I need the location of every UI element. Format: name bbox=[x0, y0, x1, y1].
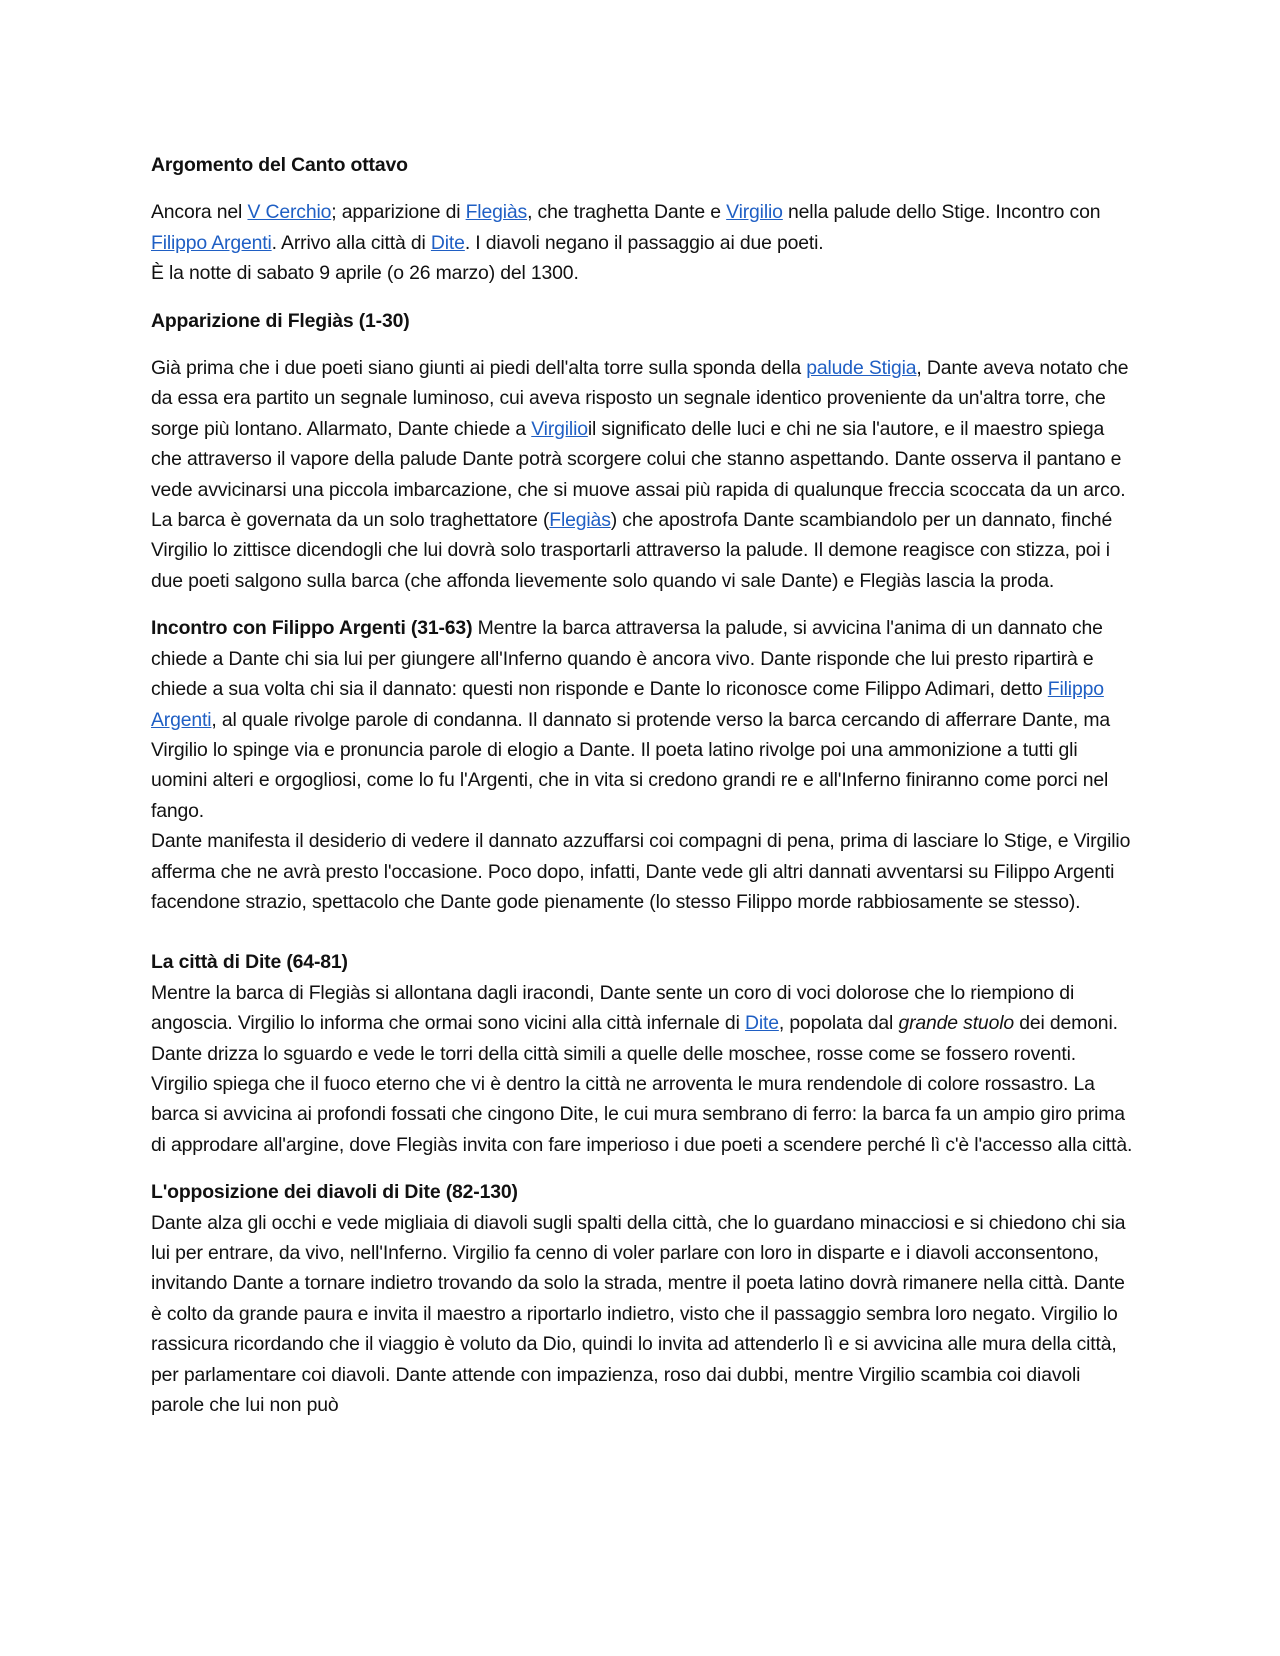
blank-line bbox=[151, 917, 1136, 947]
link-virgilio[interactable]: Virgilio bbox=[531, 417, 588, 440]
section-paragraph-flegias: Già prima che i due poeti siano giunti ai piedi dell'alta torre sulla sponda della palude Stigia, Dante aveva notato che da essa era partito un segnale luminoso, cui aveva risposto un segnale identico proveniente da un'altra torre, che sorge più lontano. Allarmato, Dante chiede a Virgilioil significato delle luci e chi ne sia l'autore, e il maestro spiega che attraverso il vapore della palude Dante potrà scorgere colui che stanno aspettando. Dante osserva il pantano e vede avvicinarsi una piccola imbarcazione, che si muove assai più rapida di qualunque freccia scoccata da un arco. La barca è governata da un solo traghettatore (Flegiàs) che apostrofa Dante scambiandolo per un dannato, finché Virgilio lo zittisce dicendogli che lui dovrà solo trasportarli attraverso la palude. Il demone reagisce con stizza, poi i due poeti salgono sulla barca (che affonda lievemente solo quando vi sale Dante) e Flegiàs lascia la proda. bbox=[151, 357, 1129, 592]
link-dite[interactable]: Dite bbox=[744, 1012, 779, 1035]
section-heading-dite: La città di Dite (64-81) bbox=[151, 951, 348, 974]
section-paragraph-diavoli: L'opposizione dei diavoli di Dite (82-130) Dante alza gli occhi e vede migliaia di diavoli sugli spalti della città, che lo guardano minacciosi e si chiedono chi sia lui per entrare, da vivo, nell'Inferno. Virgilio fa cenno di voler parlare con loro in disparte e i diavoli acconsentono, invitando Dante a tornare indietro trovando da solo la strada, mentre il poeta latino dovrà rimanere nella città. Dante è colto da grande paura e invita il maestro a riportarlo indietro, visto che il passaggio sembra loro negato. Virgilio lo rassicura ricordando che il viaggio è voluto da Dio, quindi lo invita ad attenderlo lì e si avvicina alle mura della città, per parlamentare coi diavoli. Dante attende con impazienza, roso dai dubbi, mentre Virgilio scambia coi diavoli parole che lui non può bbox=[151, 1181, 1126, 1417]
link-v-cerchio[interactable]: V Cerchio bbox=[247, 201, 332, 224]
link-palude-stigia[interactable]: palude Stigia bbox=[806, 357, 917, 380]
section-paragraph-filippo-argenti: Incontro con Filippo Argenti (31-63) Mentre la barca attraversa la palude, si avvicina l'anima di un dannato che chiede a Dante chi sia lui per giungere all'Inferno quando è ancora vivo. Dante risponde che lui presto ripartirà e chiede a sua volta chi sia il dannato: questi non risponde e Dante lo riconosce come Filippo Adimari, detto Filippo Argenti, al quale rivolge parole di condanna. Il dannato si protende verso la barca cercando di afferrare Dante, ma Virgilio lo spinge via e pronuncia parole di elogio a Dante. Il poeta latino rivolge poi una ammonizione a tutti gli uomini alteri e orgogliosi, come lo fu l'Argenti, che in vita si credono grandi re e all'Inferno finiranno come porci nel fango. Dante manifesta il desiderio di vedere il dannato azzuffarsi coi compagni di pena, prima di lasciare lo Stige, e Virgilio afferma che ne avrà presto l'occasione. Poco dopo, infatti, Dante vede gli altri dannati avventarsi su Filippo Argenti facendone strazio, spettacolo che Dante gode pienamente (lo stesso Filippo morde rabbiosamente se stesso). bbox=[151, 617, 1131, 913]
link-flegias[interactable]: Flegiàs bbox=[549, 509, 611, 532]
link-filippo-argenti[interactable]: Filippo Argenti bbox=[151, 678, 1104, 731]
document-page bbox=[151, 150, 1136, 1437]
section-heading-flegias: Apparizione di Flegiàs (1-30) bbox=[151, 309, 410, 332]
document-title: Argomento del Canto ottavo bbox=[151, 154, 408, 176]
intro-paragraph: Ancora nel V Cerchio; apparizione di Flegiàs, che traghetta Dante e Virgilio nella palude dello Stige. Incontro con Filippo Argenti. Arrivo alla città di Dite. I diavoli negano il passaggio ai due poeti. È la notte di sabato 9 aprile (o 26 marzo) del 1300. bbox=[151, 201, 1101, 285]
section-heading-diavoli: L'opposizione dei diavoli di Dite (82-130) bbox=[151, 1181, 518, 1204]
link-filippo-argenti[interactable]: Filippo Argenti bbox=[151, 231, 272, 254]
link-flegias[interactable]: Flegiàs bbox=[465, 201, 528, 224]
link-dite[interactable]: Dite bbox=[430, 231, 465, 254]
section-paragraph-dite: La città di Dite (64-81) Mentre la barca di Flegiàs si allontana dagli iracondi, Dante sente un coro di voci dolorose che lo riempiono di angoscia. Virgilio lo informa che ormai sono vicini alla città infernale di Dite, popolata dal grande stuolo dei demoni. Dante drizza lo sguardo e vede le torri della città simili a quelle delle moschee, rosse come se fossero roventi. Virgilio spiega che il fuoco eterno che vi è dentro la città ne arroventa le mura rendendole di colore rossastro. La barca si avvicina ai profondi fossati che cingono Dite, le cui mura sembrano di ferro: la barca fa un ampio giro prima di approdare all'argine, dove Flegiàs invita con fare imperioso i due poeti a scendere perché lì c'è l'accesso alla città. bbox=[151, 951, 1133, 1156]
section-heading-filippo-argenti: Incontro con Filippo Argenti (31-63) bbox=[151, 617, 473, 640]
link-virgilio[interactable]: Virgilio bbox=[726, 201, 783, 224]
